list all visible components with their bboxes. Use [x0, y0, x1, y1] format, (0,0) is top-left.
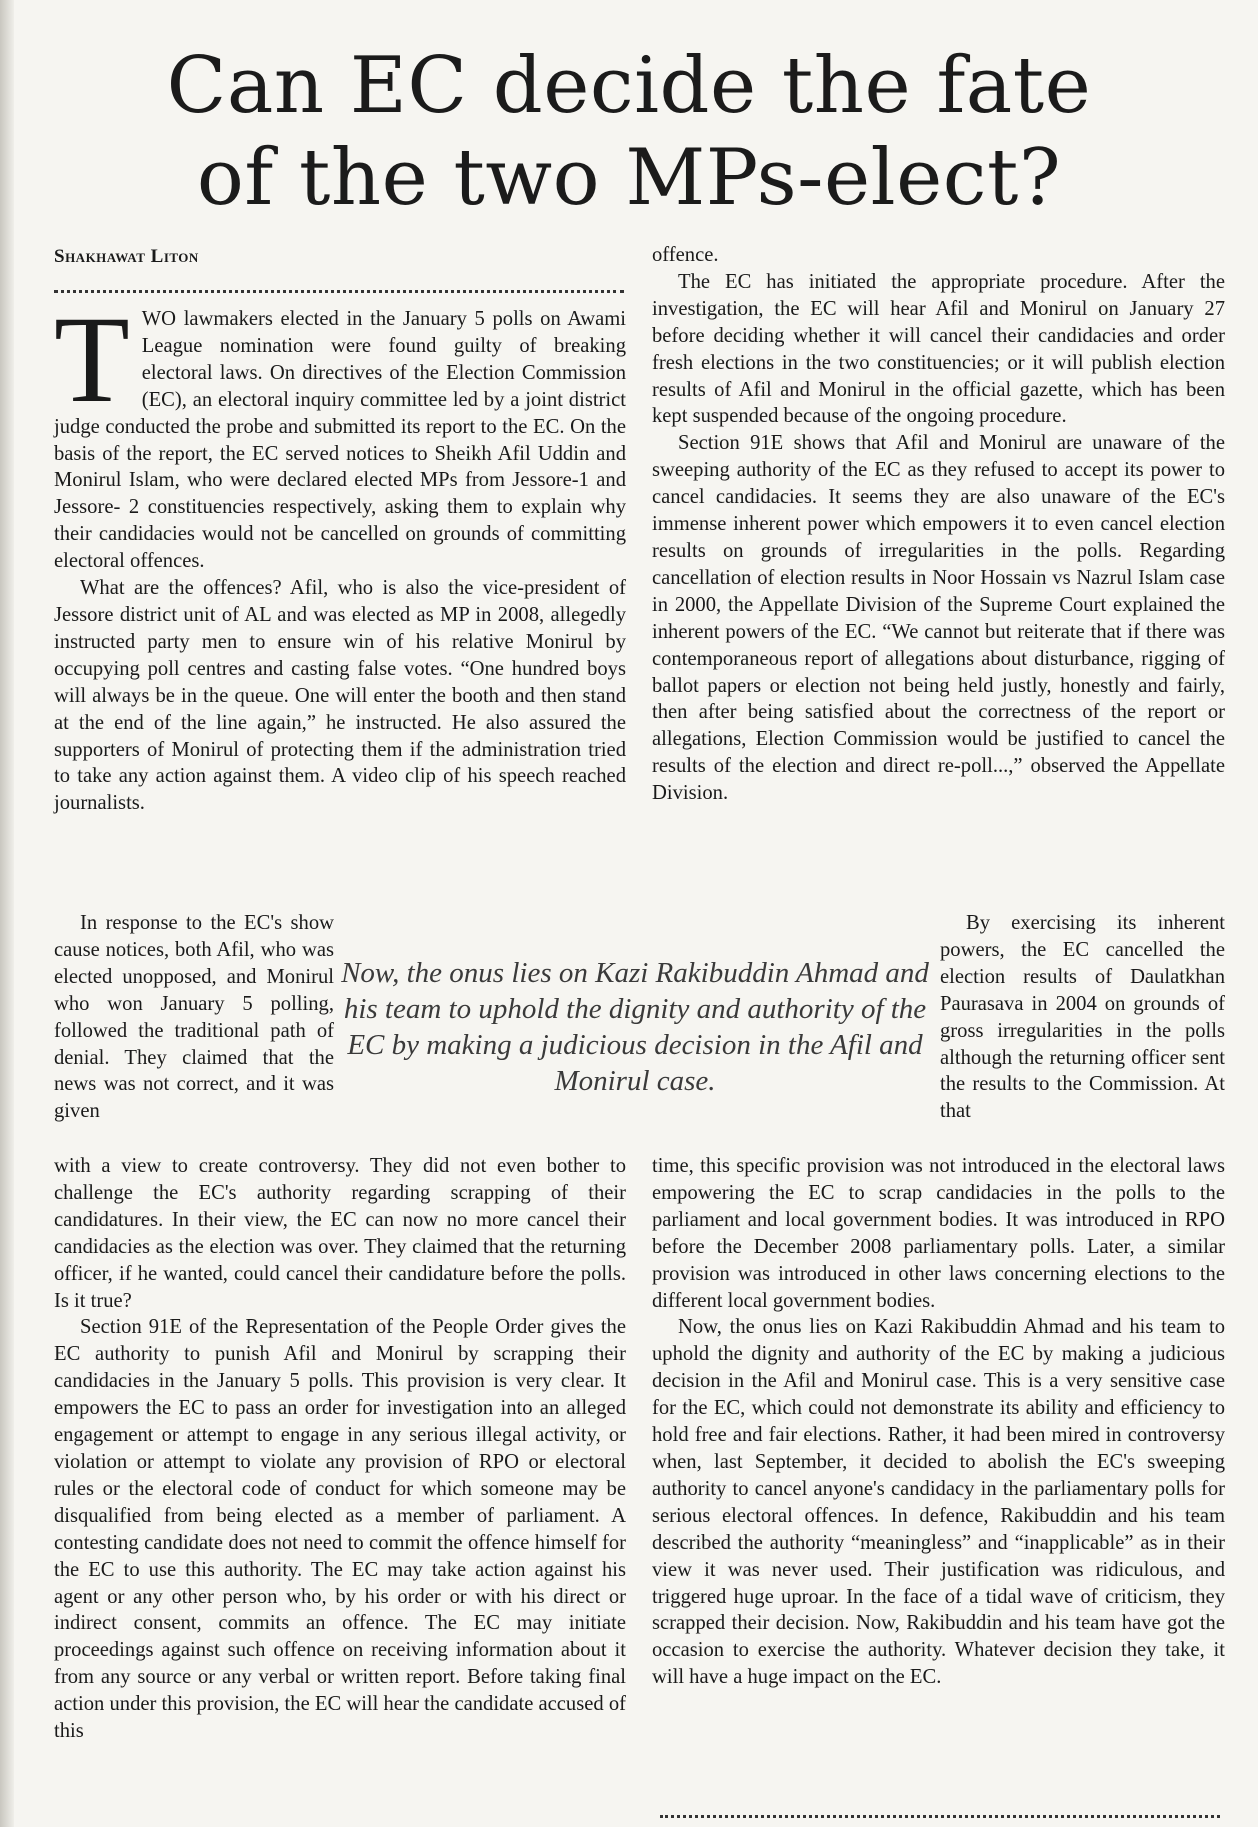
left-wrap-column	[54, 910, 334, 1125]
paragraph-inherent-start: By exercising its inherent powers, the EC cancelled the election results of Daulatkhan Paurasava in 2004 on grounds of gross irregularities in the polls although the returning officer sent the results to the Commission. At that	[940, 912, 1225, 1123]
paragraph-procedure: The EC has initiated the appropriate procedure. After the investigation, the EC will hear Afil and Monirul on January 27 before deciding whether it will cancel their candidacies and order fresh elections in the two constituencies; or it will publish election results of Afil and Monirul in the official gazette, which has been kept suspended because of the ongoing procedure.	[652, 270, 1225, 428]
left-column-top	[54, 291, 626, 817]
right-column-top	[652, 242, 1225, 807]
end-divider	[660, 1815, 1220, 1818]
paragraph-inherent-end: time, this specific provision was not introduced in the electoral laws empowering the EC to scrap candidacies in the polls to the parliament and local government bodies. It was introduced in RPO before the December 2008 parliamentary polls. Later, a similar provision was introduced in other laws concerning elections to the different local government bodies.	[652, 1155, 1225, 1312]
paragraph-offence-end: offence.	[652, 244, 719, 266]
paragraph-offences: What are the offences? Afil, who is also the vice-president of Jessore district unit of AL and was elected as MP in 2008, allegedly instructed party men to ensure win of his relative Monirul by occupying poll centres and casting false votes. “One hundred boys will always be in the queue. One will enter the booth and then stand at the end of the line again,” he instructed. He also assured the supporters of Monirul of protecting them if the administration tried to take any action against them. A video clip of his speech reached journalists.	[54, 577, 626, 815]
paragraph-onus: Now, the onus lies on Kazi Rakibuddin Ahmad and his team to uphold the dignity and authority of the EC by making a judicious decision in the Afil and Monirul case. This is a very sensitive case for the EC, which could not demonstrate its ability and efficiency to hold free and fair elections. Rather, it had been mired in controversy when, last September, it decided to abolish the EC's sweeping authority to cancel anyone's candidacy in the parliamentary polls for serious electoral offences. In defence, Rakibuddin and his team described the authority “meaningless” and “inapplicable” as in their view it was never used. Their justification was ridiculous, and triggered huge uproar. In the face of a tidal wave of criticism, they scrapped their decision. Now, Rakibuddin and his team have got the occasion to exercise the authority. Whatever decision they take, it will have a huge impact on the EC.	[652, 1316, 1225, 1689]
pull-quote: Now, the onus lies on Kazi Rakibuddin Ahmad and his team to uphold the dignity and authority of the EC by making a judicious decision in the Afil and Monirul case.	[341, 957, 929, 1097]
paragraph-section-91e: Section 91E of the Representation of the People Order gives the EC authority to punish Afil and Monirul by scrapping their candidacies in the January 5 polls. This provision is very clear. It empowers the EC to pass an order for investigation into an alleged engagement or attempt to engage in any serious illegal activity, or violation or attempt to violate any provision of RPO or electoral rules or the electoral code of conduct for which someone may be disqualified from being elected as a member of parliament. A contesting candidate does not need to commit the offence himself for the EC to use this authority. The EC may take action against his agent or any other person who, by his order or with his direct or indirect consent, commits an offence. The EC may initiate proceedings against such offence on receiving information about it from any source or any verbal or written report. Before taking final action under this provision, the EC will hear the candidate accused of this	[54, 1316, 626, 1743]
headline-line-1: Can EC decide the fate	[166, 41, 1092, 131]
right-wrap-column	[940, 910, 1225, 1125]
paragraph-response-end: with a view to create controversy. They did not even bother to challenge the EC's authority regarding scrapping of their candidatures. In their view, the EC can now no more cancel their candidacies as the election was over. They claimed that the returning officer, if he wanted, could cancel their candidature before the polls. Is it true?	[54, 1155, 626, 1312]
page-edge-shadow	[0, 0, 14, 1827]
paragraph-sweeping-authority: Section 91E shows that Afil and Monirul are unaware of the sweeping authority of the EC as they refused to accept its power to cancel candidacies. It seems they are also unaware of the EC's immense inherent power which empowers it to even cancel election results on grounds of irregularities in the polls. Regarding cancellation of election results in Noor Hossain vs Nazrul Islam case in 2000, the Appellate Division of the Supreme Court explained the inherent powers of the EC. “We cannot but reiterate that if there was contemporaneous report of allegations about disturbance, rigging of ballot papers or election not being held justly, honestly and fairly, then after being satisfied about the correctness of the report or allegations, Election Commission would be justified to cancel the results of the election and direct re-poll...,” observed the Appellate Division.	[652, 432, 1225, 805]
byline-divider	[54, 290, 624, 293]
left-column-bottom	[54, 1153, 626, 1745]
drop-cap: T	[54, 291, 130, 428]
intro-paragraph: WO lawmakers elected in the January 5 polls on Awami League nomination were found guilty of breaking electoral laws. On directives of the Election Commission (EC), an electoral inquiry committee led by a joint district judge conducted the probe and submitted its report to the EC. On the basis of the report, the EC served notices to Sheikh Afil Uddin and Monirul Islam, who were declared elected MPs from Jessore-1 and Jessore- 2 constituencies respectively, asking them to explain why their candidacies would not be cancelled on grounds of committing electoral offences.	[54, 308, 626, 573]
headline-line-2: of the two MPs-elect?	[196, 133, 1062, 223]
headline	[60, 40, 1198, 224]
byline: Shakhawat Liton	[54, 246, 199, 267]
right-column-bottom	[652, 1153, 1225, 1691]
paragraph-response-start: In response to the EC's show cause notices, both Afil, who was elected unopposed, and Monirul who won January 5 polling, followed the traditional path of denial. They claimed that the news was not correct, and it was given	[54, 912, 334, 1123]
